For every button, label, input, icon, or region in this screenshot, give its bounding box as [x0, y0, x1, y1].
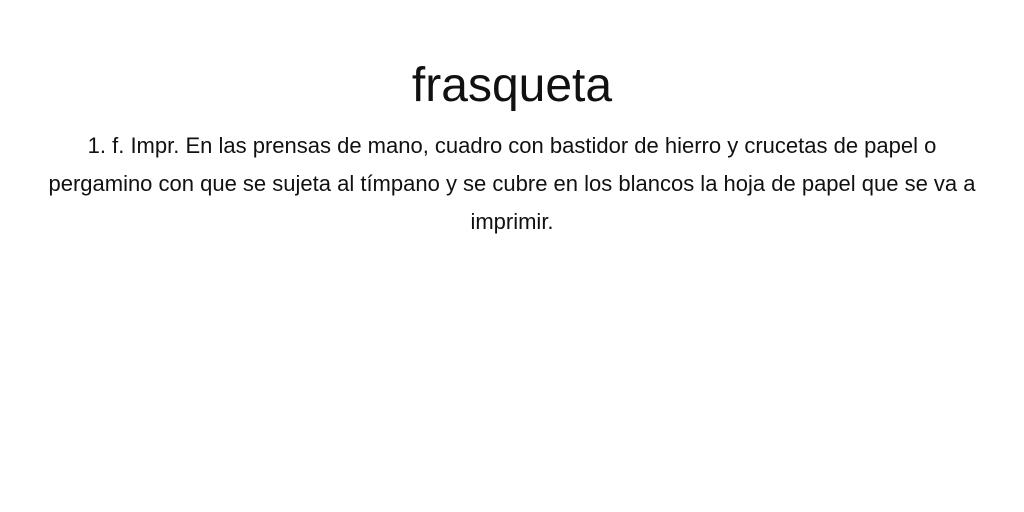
entry-headword: frasqueta [411, 59, 613, 112]
entry-definition: 1. f. Impr. En las prensas de mano, cuadro con bastidor de hierro y crucetas de papel o pergamino con que se sujeta al tímpano y se cubre en los blancos la hoja de papel que se va a imprimir. [48, 133, 976, 234]
